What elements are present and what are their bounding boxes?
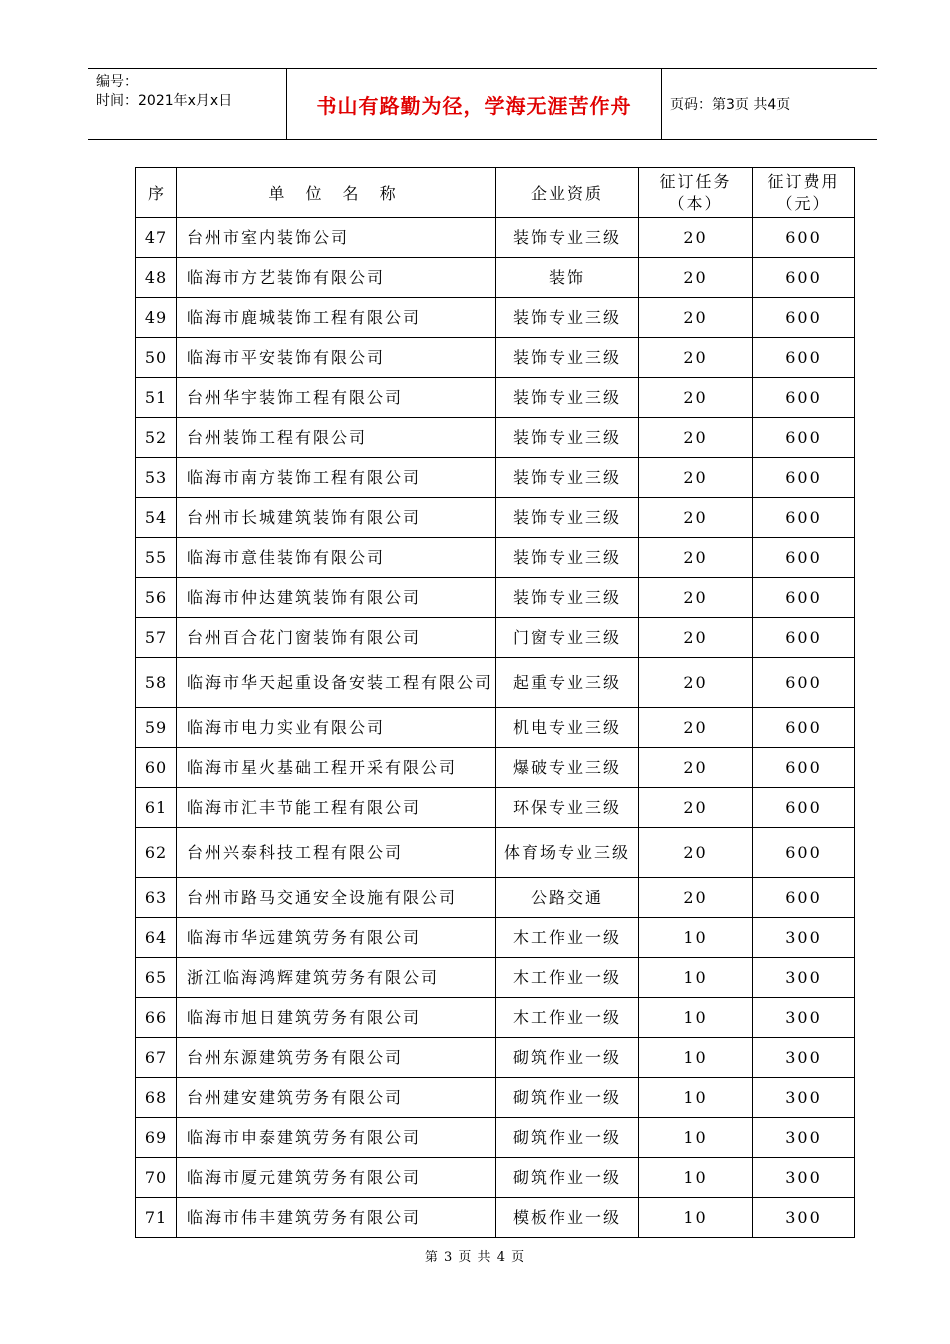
cell-fee: 300 xyxy=(753,1198,855,1238)
cell-company-name: 台州华宇装饰工程有限公司 xyxy=(177,378,496,418)
cell-task: 20 xyxy=(639,618,753,658)
cell-fee: 600 xyxy=(753,538,855,578)
table-header-row xyxy=(136,168,855,218)
header-no: 序 xyxy=(136,168,177,218)
cell-task: 20 xyxy=(639,788,753,828)
header-task xyxy=(639,168,753,218)
cell-task: 10 xyxy=(639,1118,753,1158)
cell-company-name: 临海市旭日建筑劳务有限公司 xyxy=(177,998,496,1038)
cell-task: 20 xyxy=(639,418,753,458)
cell-fee: 600 xyxy=(753,578,855,618)
cell-qualification: 装饰专业三级 xyxy=(496,298,639,338)
header-qualification: 企业资质 xyxy=(496,168,639,218)
cell-qualification: 装饰专业三级 xyxy=(496,578,639,618)
cell-task: 10 xyxy=(639,1038,753,1078)
table-row xyxy=(136,1038,855,1078)
cell-task: 20 xyxy=(639,708,753,748)
cell-task: 20 xyxy=(639,878,753,918)
cell-task: 20 xyxy=(639,378,753,418)
cell-qualification: 起重专业三级 xyxy=(496,658,639,708)
page-footer: 第 3 页 共 4 页 xyxy=(424,1250,526,1265)
number-label: 编号： xyxy=(96,74,138,90)
cell-no: 71 xyxy=(136,1198,177,1238)
cell-qualification: 木工作业一级 xyxy=(496,998,639,1038)
cell-no: 61 xyxy=(136,788,177,828)
cell-fee: 600 xyxy=(753,788,855,828)
cell-task: 20 xyxy=(639,538,753,578)
cell-qualification: 公路交通 xyxy=(496,878,639,918)
header-task-line2: （本） xyxy=(668,193,723,213)
cell-company-name: 临海市汇丰节能工程有限公司 xyxy=(177,788,496,828)
header-name: 单 位 名 称 xyxy=(177,168,496,218)
cell-qualification: 装饰专业三级 xyxy=(496,418,639,458)
cell-qualification: 装饰专业三级 xyxy=(496,378,639,418)
cell-no: 51 xyxy=(136,378,177,418)
table-row xyxy=(136,378,855,418)
cell-no: 47 xyxy=(136,218,177,258)
cell-no: 55 xyxy=(136,538,177,578)
cell-task: 20 xyxy=(639,458,753,498)
table-row xyxy=(136,298,855,338)
cell-qualification: 砌筑作业一级 xyxy=(496,1118,639,1158)
cell-qualification: 木工作业一级 xyxy=(496,918,639,958)
cell-fee: 300 xyxy=(753,958,855,998)
header-fee-line1: 征订费用 xyxy=(767,171,840,191)
cell-no: 57 xyxy=(136,618,177,658)
cell-task: 20 xyxy=(639,578,753,618)
cell-task: 20 xyxy=(639,298,753,338)
cell-fee: 600 xyxy=(753,878,855,918)
cell-no: 63 xyxy=(136,878,177,918)
cell-company-name: 台州市路马交通安全设施有限公司 xyxy=(177,878,496,918)
cell-task: 20 xyxy=(639,338,753,378)
table-row xyxy=(136,578,855,618)
cell-company-name: 浙江临海鸿辉建筑劳务有限公司 xyxy=(177,958,496,998)
cell-fee: 600 xyxy=(753,378,855,418)
cell-qualification: 装饰专业三级 xyxy=(496,498,639,538)
cell-task: 10 xyxy=(639,918,753,958)
header-fee xyxy=(753,168,855,218)
cell-qualification: 砌筑作业一级 xyxy=(496,1158,639,1198)
cell-fee: 600 xyxy=(753,298,855,338)
table-row xyxy=(136,458,855,498)
table-row xyxy=(136,1158,855,1198)
cell-qualification: 体育场专业三级 xyxy=(496,828,639,878)
table-row xyxy=(136,958,855,998)
cell-qualification: 砌筑作业一级 xyxy=(496,1038,639,1078)
cell-company-name: 临海市伟丰建筑劳务有限公司 xyxy=(177,1198,496,1238)
cell-company-name: 临海市星火基础工程开采有限公司 xyxy=(177,748,496,788)
cell-company-name: 临海市电力实业有限公司 xyxy=(177,708,496,748)
cell-company-name: 台州装饰工程有限公司 xyxy=(177,418,496,458)
table-row xyxy=(136,918,855,958)
cell-no: 60 xyxy=(136,748,177,788)
table-row xyxy=(136,258,855,298)
cell-task: 20 xyxy=(639,748,753,788)
header-fee-line2: （元） xyxy=(776,193,831,213)
cell-fee: 600 xyxy=(753,418,855,458)
cell-qualification: 模板作业一级 xyxy=(496,1198,639,1238)
cell-task: 10 xyxy=(639,958,753,998)
cell-qualification: 装饰 xyxy=(496,258,639,298)
cell-no: 66 xyxy=(136,998,177,1038)
cell-fee: 600 xyxy=(753,658,855,708)
cell-company-name: 临海市华天起重设备安装工程有限公司 xyxy=(177,658,496,708)
header-task-line1: 征订任务 xyxy=(659,171,732,191)
cell-no: 65 xyxy=(136,958,177,998)
cell-company-name: 台州建安建筑劳务有限公司 xyxy=(177,1078,496,1118)
cell-no: 64 xyxy=(136,918,177,958)
cell-fee: 600 xyxy=(753,458,855,498)
header-motto: 书山有路勤为径，学海无涯苦作舟 xyxy=(287,69,662,139)
table-row xyxy=(136,658,855,708)
cell-no: 68 xyxy=(136,1078,177,1118)
header-page-info: 页码：第3页 共4页 xyxy=(670,97,791,113)
cell-fee: 300 xyxy=(753,1038,855,1078)
cell-company-name: 台州百合花门窗装饰有限公司 xyxy=(177,618,496,658)
table-row xyxy=(136,618,855,658)
table-row xyxy=(136,498,855,538)
cell-fee: 300 xyxy=(753,998,855,1038)
table-row xyxy=(136,1118,855,1158)
cell-company-name: 临海市平安装饰有限公司 xyxy=(177,338,496,378)
cell-company-name: 临海市华远建筑劳务有限公司 xyxy=(177,918,496,958)
cell-no: 69 xyxy=(136,1118,177,1158)
cell-no: 53 xyxy=(136,458,177,498)
table-row xyxy=(136,748,855,788)
cell-fee: 300 xyxy=(753,918,855,958)
cell-company-name: 台州市室内装饰公司 xyxy=(177,218,496,258)
cell-qualification: 装饰专业三级 xyxy=(496,218,639,258)
cell-no: 52 xyxy=(136,418,177,458)
cell-no: 49 xyxy=(136,298,177,338)
cell-task: 10 xyxy=(639,998,753,1038)
cell-task: 20 xyxy=(639,658,753,708)
cell-fee: 600 xyxy=(753,618,855,658)
cell-qualification: 装饰专业三级 xyxy=(496,458,639,498)
cell-fee: 300 xyxy=(753,1158,855,1198)
time-label: 时间：2021年x月x日 xyxy=(96,93,233,109)
cell-fee: 600 xyxy=(753,218,855,258)
header-meta xyxy=(88,69,287,139)
cell-fee: 600 xyxy=(753,258,855,298)
cell-task: 10 xyxy=(639,1078,753,1118)
cell-no: 70 xyxy=(136,1158,177,1198)
subscription-table xyxy=(135,167,855,1238)
cell-company-name: 临海市意佳装饰有限公司 xyxy=(177,538,496,578)
table-row xyxy=(136,878,855,918)
cell-qualification: 爆破专业三级 xyxy=(496,748,639,788)
cell-company-name: 临海市申泰建筑劳务有限公司 xyxy=(177,1118,496,1158)
cell-fee: 600 xyxy=(753,708,855,748)
cell-qualification: 环保专业三级 xyxy=(496,788,639,828)
table-row xyxy=(136,338,855,378)
cell-qualification: 机电专业三级 xyxy=(496,708,639,748)
cell-task: 20 xyxy=(639,498,753,538)
cell-qualification: 门窗专业三级 xyxy=(496,618,639,658)
cell-no: 58 xyxy=(136,658,177,708)
cell-fee: 300 xyxy=(753,1118,855,1158)
cell-qualification: 砌筑作业一级 xyxy=(496,1078,639,1118)
cell-company-name: 台州东源建筑劳务有限公司 xyxy=(177,1038,496,1078)
cell-fee: 600 xyxy=(753,338,855,378)
cell-no: 48 xyxy=(136,258,177,298)
table-row xyxy=(136,218,855,258)
cell-company-name: 临海市厦元建筑劳务有限公司 xyxy=(177,1158,496,1198)
cell-company-name: 台州市长城建筑装饰有限公司 xyxy=(177,498,496,538)
table-row xyxy=(136,998,855,1038)
cell-company-name: 临海市鹿城装饰工程有限公司 xyxy=(177,298,496,338)
cell-task: 20 xyxy=(639,828,753,878)
table-body xyxy=(136,218,855,1238)
cell-task: 20 xyxy=(639,258,753,298)
cell-qualification: 木工作业一级 xyxy=(496,958,639,998)
cell-company-name: 台州兴泰科技工程有限公司 xyxy=(177,828,496,878)
table-row xyxy=(136,788,855,828)
cell-company-name: 临海市南方装饰工程有限公司 xyxy=(177,458,496,498)
table-row xyxy=(136,708,855,748)
cell-no: 54 xyxy=(136,498,177,538)
cell-no: 50 xyxy=(136,338,177,378)
cell-fee: 300 xyxy=(753,1078,855,1118)
table-row xyxy=(136,538,855,578)
cell-task: 10 xyxy=(639,1198,753,1238)
cell-task: 20 xyxy=(639,218,753,258)
cell-no: 59 xyxy=(136,708,177,748)
table-row xyxy=(136,418,855,458)
cell-qualification: 装饰专业三级 xyxy=(496,338,639,378)
cell-fee: 600 xyxy=(753,498,855,538)
cell-qualification: 装饰专业三级 xyxy=(496,538,639,578)
table-row xyxy=(136,828,855,878)
cell-no: 56 xyxy=(136,578,177,618)
cell-no: 67 xyxy=(136,1038,177,1078)
cell-fee: 600 xyxy=(753,828,855,878)
table-row xyxy=(136,1198,855,1238)
cell-fee: 600 xyxy=(753,748,855,788)
cell-company-name: 临海市仲达建筑装饰有限公司 xyxy=(177,578,496,618)
document-header xyxy=(88,68,877,140)
cell-no: 62 xyxy=(136,828,177,878)
table-row xyxy=(136,1078,855,1118)
cell-task: 10 xyxy=(639,1158,753,1198)
cell-company-name: 临海市方艺装饰有限公司 xyxy=(177,258,496,298)
